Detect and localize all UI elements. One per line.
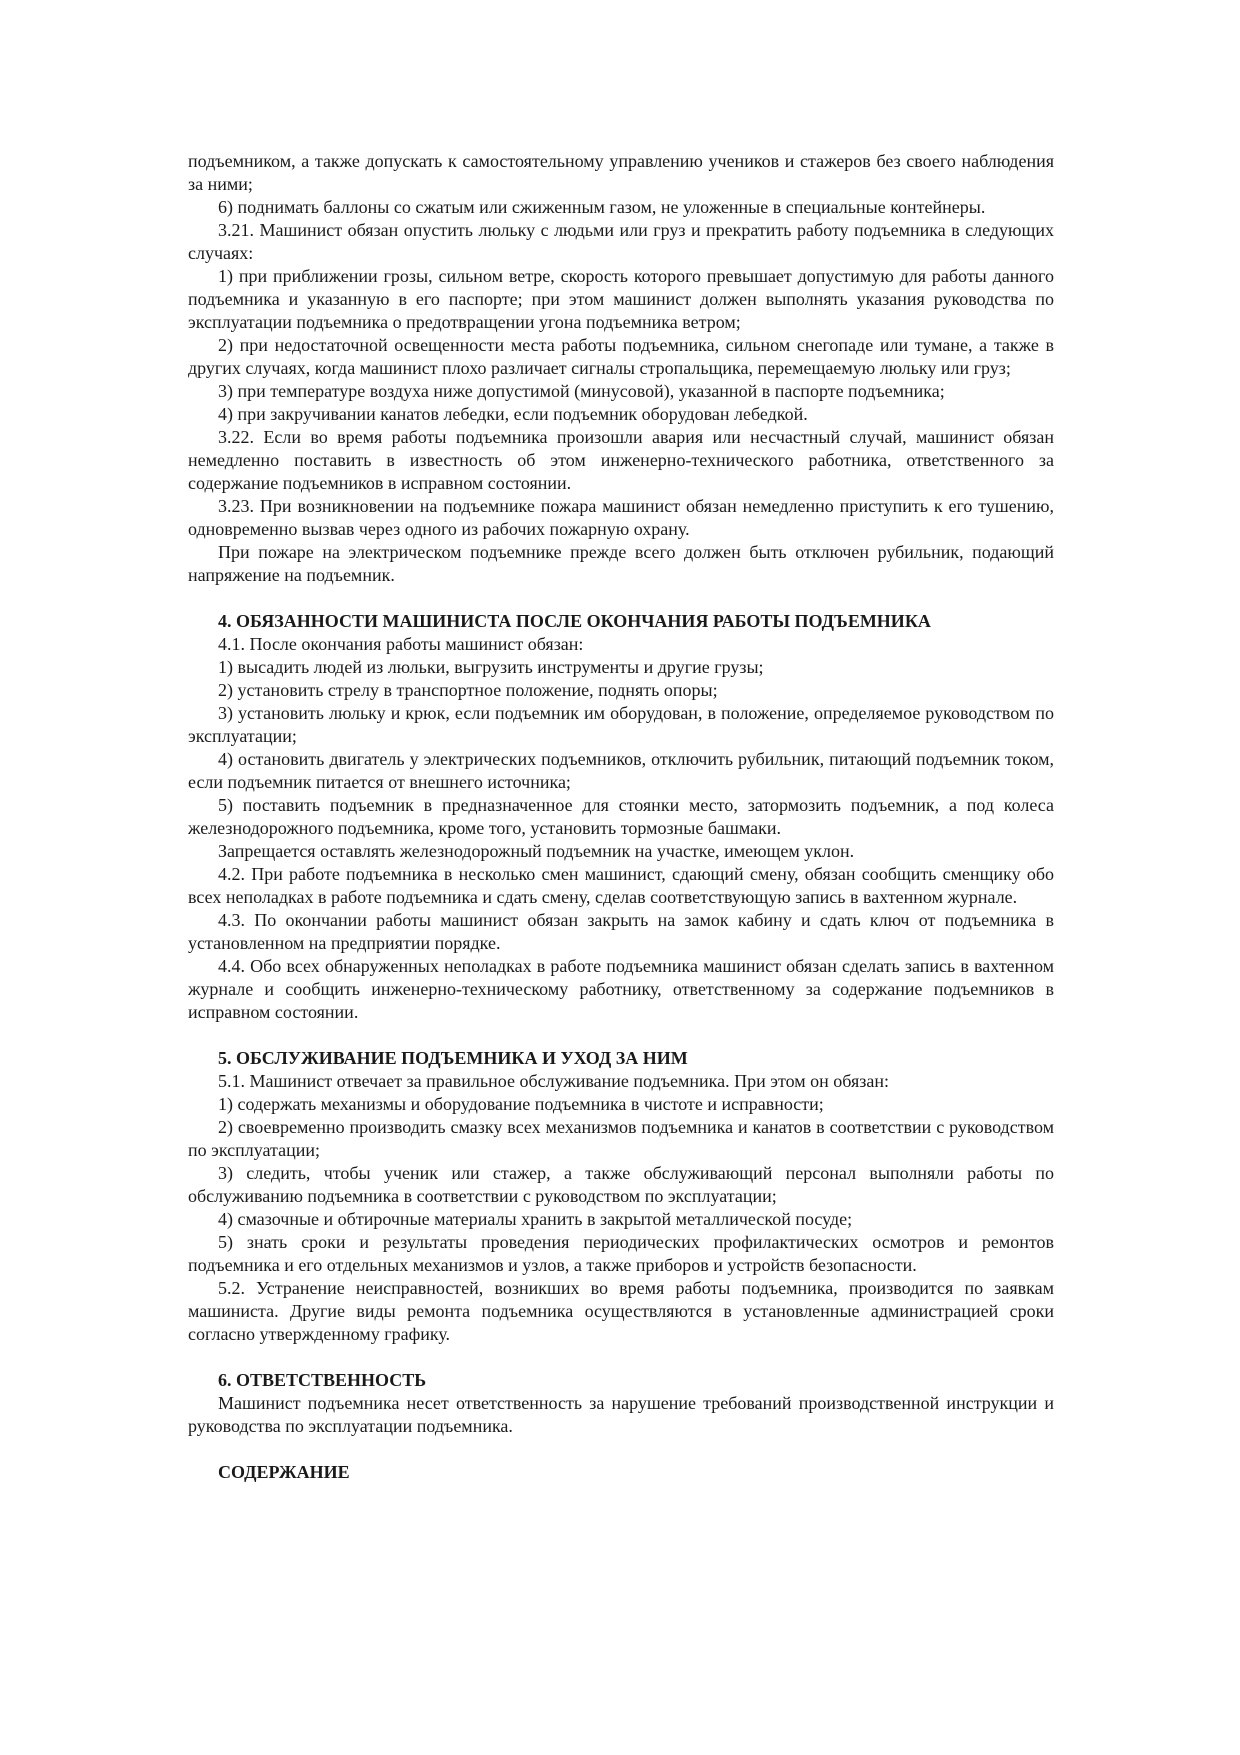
paragraph: 4.2. При работе подъемника в несколько смен машинист, сдающий смену, обязан сообщить сменщику обо всех неполадках в работе подъемника и сдать смену, сделав соответствующую запись в вахтенном журнале.: [188, 864, 1054, 907]
paragraph: 4.3. По окончании работы машинист обязан закрыть на замок кабину и сдать ключ от подъемника в установленном на предприятии порядке.: [188, 910, 1054, 953]
paragraph: 1) содержать механизмы и оборудование подъемника в чистоте и исправности;: [218, 1094, 824, 1114]
section-heading: 4. ОБЯЗАННОСТИ МАШИНИСТА ПОСЛЕ ОКОНЧАНИЯ РАБОТЫ ПОДЪЕМНИКА: [218, 611, 931, 631]
paragraph: 2) установить стрелу в транспортное положение, поднять опоры;: [218, 680, 718, 700]
paragraph: 2) своевременно производить смазку всех механизмов подъемника и канатов в соответствии с руководством по эксплуатации;: [188, 1117, 1054, 1160]
paragraph: 5) поставить подъемник в предназначенное для стоянки место, затормозить подъемник, а под колеса железнодорожного подъемника, кроме того, установить тормозные башмаки.: [188, 795, 1054, 838]
paragraph: 4.4. Обо всех обнаруженных неполадках в работе подъемника машинист обязан сделать запись в вахтенном журнале и сообщить инженерно-техническому работнику, ответственному за содержание подъемников в исправном состоянии.: [188, 956, 1054, 1022]
section-heading: 5. ОБСЛУЖИВАНИЕ ПОДЪЕМНИКА И УХОД ЗА НИМ: [218, 1048, 688, 1068]
paragraph: Машинист подъемника несет ответственность за нарушение требований производственной инструкции и руководства по эксплуатации подъемника.: [188, 1393, 1054, 1436]
paragraph: 5) знать сроки и результаты проведения периодических профилактических осмотров и ремонтов подъемника и его отдельных механизмов и узлов, а также приборов и устройств безопасности.: [188, 1232, 1054, 1275]
paragraph: 4.1. После окончания работы машинист обязан:: [218, 634, 584, 654]
paragraph: Запрещается оставлять железнодорожный подъемник на участке, имеющем уклон.: [218, 841, 855, 861]
paragraph: 6) поднимать баллоны со сжатым или сжиженным газом, не уложенные в специальные контейнеры.: [218, 197, 986, 217]
paragraph: 2) при недостаточной освещенности места работы подъемника, сильном снегопаде или тумане, а также в других случаях, когда машинист плохо различает сигналы стропальщика, перемещаемую люльку или груз;: [188, 335, 1054, 378]
paragraph: 1) высадить людей из люльки, выгрузить инструменты и другие грузы;: [218, 657, 764, 677]
paragraph: 1) при приближении грозы, сильном ветре, скорость которого превышает допустимую для работы данного подъемника и указанную в его паспорте; при этом машинист должен выполнять указания руководства по эксплуатации подъемника о предотвращении угона подъемника ветром;: [188, 266, 1054, 332]
paragraph: 4) при закручивании канатов лебедки, если подъемник оборудован лебедкой.: [218, 404, 808, 424]
paragraph: При пожаре на электрическом подъемнике прежде всего должен быть отключен рубильник, подающий напряжение на подъемник.: [188, 542, 1054, 585]
contents-heading: СОДЕРЖАНИЕ: [218, 1462, 350, 1482]
paragraph: подъемником, а также допускать к самостоятельному управлению учеников и стажеров без своего наблюдения за ними;: [188, 151, 1054, 194]
paragraph: 4) смазочные и обтирочные материалы хранить в закрытой металлической посуде;: [218, 1209, 853, 1229]
paragraph: 3) при температуре воздуха ниже допустимой (минусовой), указанной в паспорте подъемника;: [218, 381, 945, 401]
paragraph: 3.21. Машинист обязан опустить люльку с людьми или груз и прекратить работу подъемника в следующих случаях:: [188, 220, 1054, 263]
paragraph: 5.2. Устранение неисправностей, возникших во время работы подъемника, производится по заявкам машиниста. Другие виды ремонта подъемника осуществляются в установленные администрацией сроки согласно утвержденному графику.: [188, 1278, 1054, 1344]
paragraph: 3.23. При возникновении на подъемнике пожара машинист обязан немедленно приступить к его тушению, одновременно вызвав через одного из рабочих пожарную охрану.: [188, 496, 1054, 539]
document-page: [188, 150, 1054, 1484]
section-heading: 6. ОТВЕТСТВЕННОСТЬ: [218, 1370, 427, 1390]
paragraph: 3) установить люльку и крюк, если подъемник им оборудован, в положение, определяемое руководством по эксплуатации;: [188, 703, 1054, 746]
paragraph: 4) остановить двигатель у электрических подъемников, отключить рубильник, питающий подъемник током, если подъемник питается от внешнего источника;: [188, 749, 1054, 792]
paragraph: 3) следить, чтобы ученик или стажер, а также обслуживающий персонал выполняли работы по обслуживанию подъемника в соответствии с руководством по эксплуатации;: [188, 1163, 1054, 1206]
paragraph: 5.1. Машинист отвечает за правильное обслуживание подъемника. При этом он обязан:: [218, 1071, 890, 1091]
paragraph: 3.22. Если во время работы подъемника произошли авария или несчастный случай, машинист обязан немедленно поставить в известность об этом инженерно-технического работника, ответственного за содержание подъемников в исправном состоянии.: [188, 427, 1054, 493]
